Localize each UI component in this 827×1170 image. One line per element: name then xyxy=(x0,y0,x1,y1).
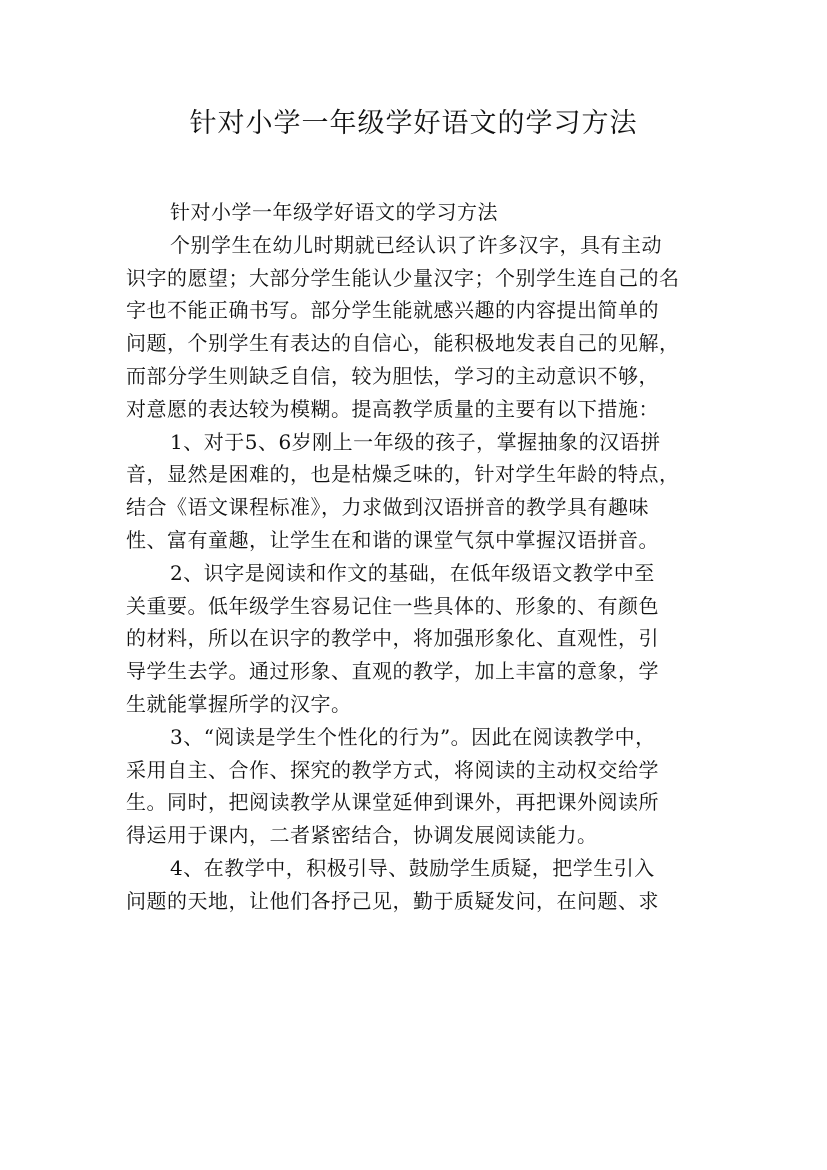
paragraph-line: 关重要。低年级学生容易记住一些具体的、形象的、有颜色 xyxy=(126,593,659,618)
paragraph-line: 3、“阅读是学生个性化的行为”。因此在阅读教学中， xyxy=(170,724,656,749)
paragraph-line: 1、对于5、6岁刚上一年级的孩子，掌握抽象的汉语拼 xyxy=(170,429,661,454)
paragraph-line: 个别学生在幼儿时期就已经认识了许多汉字，具有主动 xyxy=(170,232,662,257)
paragraph-line: 音，显然是困难的，也是枯燥乏味的，针对学生年龄的特点， xyxy=(126,462,680,487)
paragraph-line: 4、在教学中，积极引导、鼓励学生质疑，把学生引入 xyxy=(170,855,655,880)
paragraph-line: 导学生去学。通过形象、直观的教学，加上丰富的意象，学 xyxy=(126,659,659,684)
paragraph-line: 采用自主、合作、探究的教学方式，将阅读的主动权交给学 xyxy=(126,757,659,782)
paragraph-line: 的材料，所以在识字的教学中，将加强形象化、直观性，引 xyxy=(126,626,659,651)
paragraph-line: 识字的愿望；大部分学生能认少量汉字；个别学生连自己的名 xyxy=(126,265,680,290)
paragraph-line: 问题，个别学生有表达的自信心，能积极地发表自己的见解， xyxy=(126,331,680,356)
document-body xyxy=(126,196,716,918)
paragraph-line: 对意愿的表达较为模糊。提高教学质量的主要有以下措施： xyxy=(126,396,659,421)
paragraph-line: 2、识字是阅读和作文的基础，在低年级语文教学中至 xyxy=(170,560,655,585)
paragraph-line: 生。同时，把阅读教学从课堂延伸到课外，再把课外阅读所 xyxy=(126,790,659,815)
paragraph-line: 得运用于课内，二者紧密结合，协调发展阅读能力。 xyxy=(126,823,598,848)
paragraph-line: 结合《语文课程标准》，力求做到汉语拼音的教学具有趣味 xyxy=(126,495,649,520)
document-title: 针对小学一年级学好语文的学习方法 xyxy=(189,108,638,139)
paragraph-line: 问题的天地，让他们各抒己见，勤于质疑发问，在问题、求 xyxy=(126,888,659,913)
paragraph-line: 字也不能正确书写。部分学生能就感兴趣的内容提出简单的 xyxy=(126,298,659,323)
paragraph-line: 生就能掌握所学的汉字。 xyxy=(126,691,352,716)
paragraph-line: 而部分学生则缺乏自信，较为胆怯，学习的主动意识不够， xyxy=(126,363,659,388)
paragraph-line: 性、富有童趣，让学生在和谐的课堂气氛中掌握汉语拼音。 xyxy=(126,527,659,552)
paragraph-line: 针对小学一年级学好语文的学习方法 xyxy=(170,200,498,224)
